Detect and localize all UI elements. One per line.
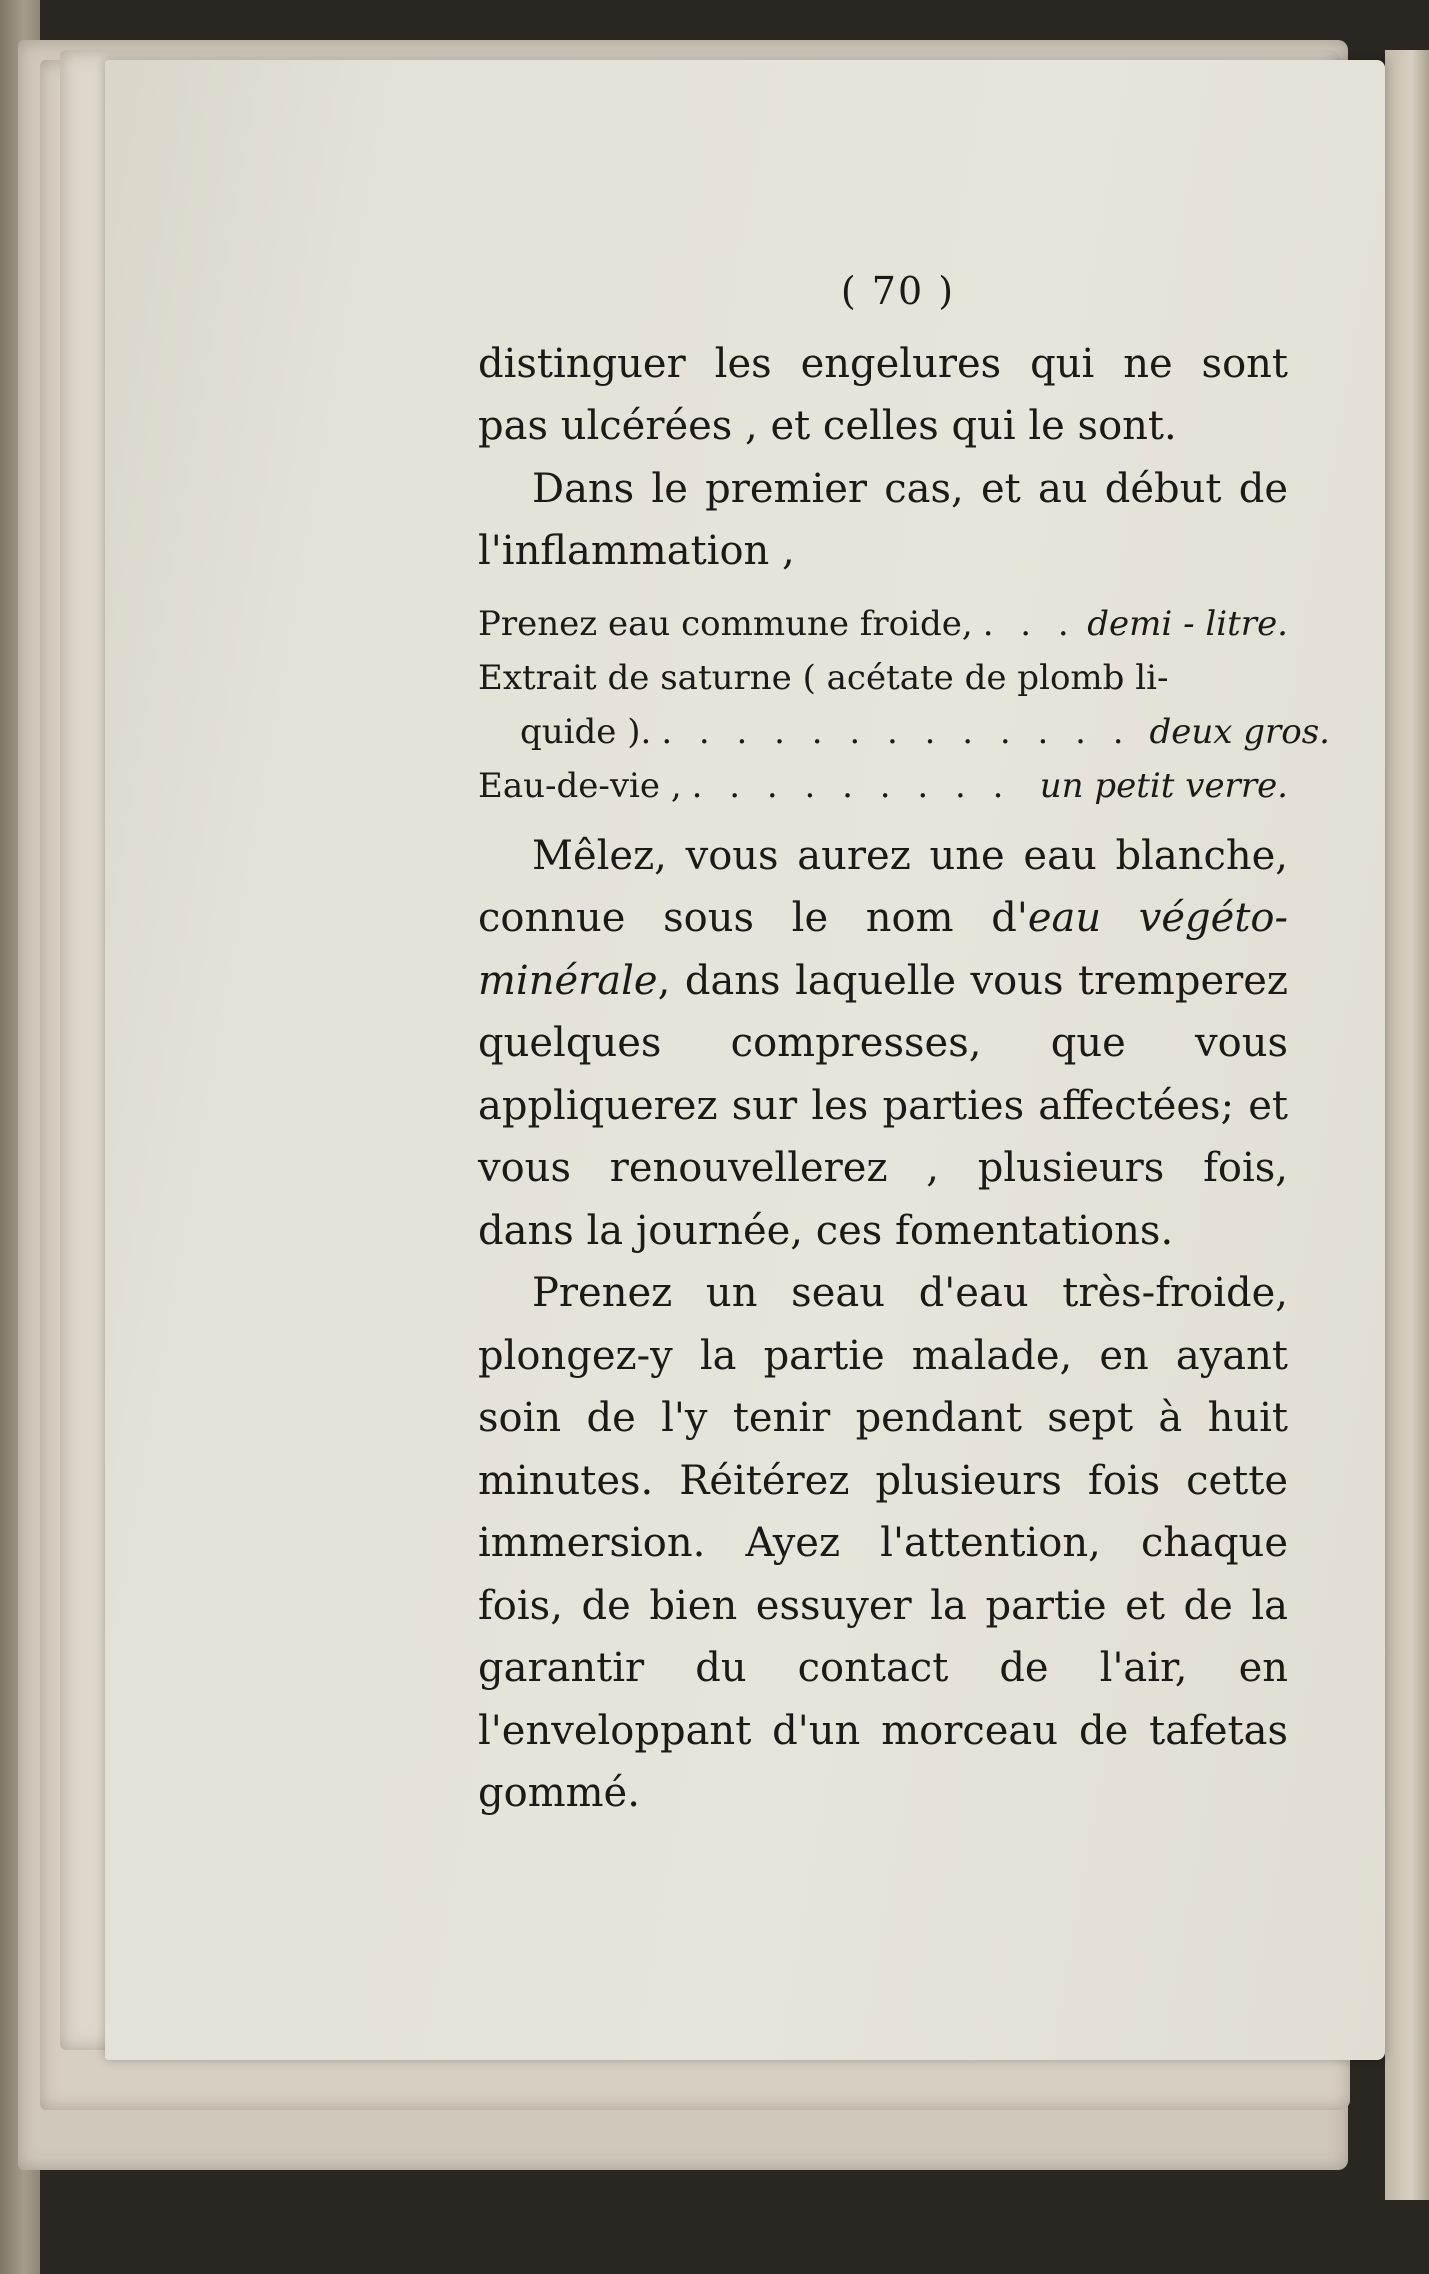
- leader-dots: [692, 759, 1030, 813]
- leader-dots: [983, 597, 1078, 651]
- recipe-line: [478, 759, 1288, 813]
- recipe-amount: demi - litre.: [1087, 603, 1288, 644]
- paragraph-1: distinguer les engelures qui ne sont pas ulcérées , et celles qui le sont.: [478, 340, 1288, 449]
- recipe-line: [478, 651, 1288, 705]
- paragraph-3: [478, 825, 1288, 1263]
- paragraph-2: Dans le premier cas, et au début de l'inflammation ,: [478, 465, 1288, 574]
- paragraph-3-text: Mêlez, vous aurez une eau blanche, connue sous le nom d': [478, 832, 1288, 941]
- recipe-list: [478, 597, 1330, 813]
- recipe-ingredient: Prenez eau commune froide,: [478, 603, 973, 644]
- paragraph-3-text-end: , dans laquelle vous tremperez quelques compresses, que vous appliquerez sur les parties affectées; et vous renouvellerez , plusieurs fois, dans la journée, ces fomentations.: [478, 957, 1288, 1254]
- recipe-amount: deux gros.: [1149, 711, 1330, 752]
- recipe-line: [478, 597, 1288, 651]
- paragraph-4: Prenez un seau d'eau très-froide, plongez-y la partie malade, en ayant soin de l'y tenir pendant sept à huit minutes. Réitérez plusieurs fois cette immersion. Ayez l'attention, chaque fois, de bien essuyer la partie et de la garantir du contact de l'air, en l'enveloppant d'un morceau de tafetas gommé.: [478, 1270, 1288, 1816]
- page-number: ( 70 ): [840, 269, 956, 313]
- leader-dots: [661, 705, 1139, 759]
- recipe-line: [478, 705, 1330, 759]
- paragraph-3-italic: eau végéto-minérale: [478, 895, 1288, 1004]
- recipe-ingredient: Extrait de saturne ( acétate de plomb li-: [478, 657, 1169, 698]
- recipe-ingredient: quide ).: [520, 711, 652, 752]
- recipe-amount: un petit verre.: [1039, 765, 1288, 806]
- page-text: [478, 260, 1330, 1825]
- recipe-ingredient: Eau-de-vie ,: [478, 765, 682, 806]
- facing-page-edge: [1385, 50, 1429, 2200]
